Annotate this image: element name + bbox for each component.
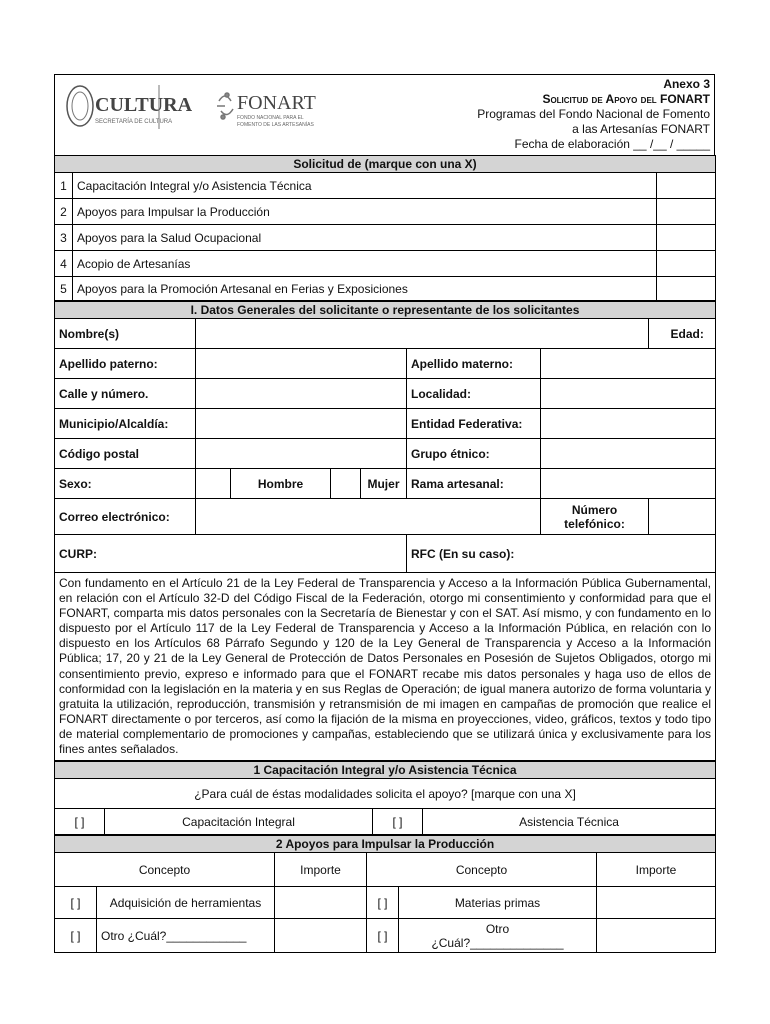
request-option-checkbox[interactable] [657,199,716,225]
section1-heading: 1 Capacitación Integral y/o Asistencia Técnica [55,762,716,779]
edad-label-text: Edad: [667,319,716,349]
request-option-label: Apoyos para la Salud Ocupacional [73,225,657,251]
form-header [54,74,715,155]
apellido-paterno-field[interactable] [196,349,407,379]
rama-artesanal-field[interactable] [541,469,716,499]
apellido-materno-field[interactable] [541,349,716,379]
entidad-field[interactable] [541,409,716,439]
section1-question: ¿Para cuál de éstas modalidades solicita el apoyo? [marque con una X] [55,779,716,809]
materias-primas-checkbox[interactable]: [ ] [367,887,399,919]
sexo-label: Sexo: [55,469,196,499]
request-option-label: Capacitación Integral y/o Asistencia Técnica [73,173,657,199]
municipio-field[interactable] [196,409,407,439]
program-line-2: a las Artesanías FONART [572,122,710,136]
herramientas-importe-field[interactable] [275,887,367,919]
edad-label [649,319,667,349]
consent-text: Con fundamento en el Artículo 21 de la Ley Federal de Transparencia y Acceso a la Información Pública Gubernamental, en relación con el Artículo 32-D del Código Fiscal de la Federación, otorgo mi consentimiento y conformidad para que el FONART, comparta mis datos personales con la Secretaría de Bienestar y con el SAT. Así mismo, y con fundamento en lo dispuesto por el Artículo 117 de la Ley Federal de Transparencia y Acceso a la Información Pública, en relación con lo dispuesto en los Artículos 68 Párrafo Segundo y 120 de la Ley General de Transparencia y Acceso a la Información Pública; 17, 20 y 21 de la Ley General de Protección de Datos Personales en Posesión de Sujetos Obligados, otorgo mi consentimiento previo, expreso e informado para que el FONART recabe mis datos personales y haga uso de ellos de conformidad con la legislación en la materia y en sus Reglas de Operación; de igual manera autorizo de forma voluntaria y gratuita la utilización, reproducción, transmisión y retransmisión de mi imagen en campañas de promoción que realice el FONART directamente o por terceros, así como la fijación de la misma en proyecciones, video, gráficos, textos y todo tipo de material complementario de promociones y campañas, estableciendo que se utilizará única y exclusivamente para los fines antes señalados. [55,573,716,761]
request-option-label: Acopio de Artesanías [73,251,657,277]
herramientas-checkbox[interactable]: [ ] [55,887,97,919]
nombre-label: Nombre(s) [55,319,196,349]
mujer-checkbox[interactable] [331,469,361,499]
rfc-field[interactable] [407,535,716,573]
header-info [477,77,710,152]
cultura-logo-sub: SECRETARÍA DE CULTURA [95,119,173,125]
rama-artesanal-label: Rama artesanal: [407,469,541,499]
cultura-logo [63,81,203,131]
materias-primas-importe-field[interactable] [597,887,716,919]
mujer-label: Mujer [361,469,407,499]
program-line-1: Programas del Fondo Nacional de Fomento [477,107,710,121]
codigo-postal-field[interactable] [196,439,407,469]
curp-field[interactable] [55,535,407,573]
asistencia-checkbox[interactable]: [ ] [373,809,423,835]
otro-2-checkbox[interactable]: [ ] [367,919,399,953]
otro-2-label: Otro ¿Cuál?______________ [399,919,597,953]
svg-text:FOMENTO DE LAS ARTESANÍAS: FOMENTO DE LAS ARTESANÍAS [237,122,314,128]
correo-label: Correo electrónico: [55,499,196,535]
form-title: Solicitud de Apoyo del FONART [542,92,710,106]
cultura-logo-text: CULTURA [95,94,193,116]
request-option-checkbox[interactable] [657,277,716,301]
svg-text:FONDO NACIONAL PARA EL: FONDO NACIONAL PARA EL [237,115,304,121]
municipio-label: Municipio/Alcaldía: [55,409,196,439]
grupo-etnico-label: Grupo étnico: [407,439,541,469]
asistencia-label: Asistencia Técnica [423,809,716,835]
calle-label: Calle y número. [55,379,196,409]
concepto-header: Concepto [367,853,597,887]
section1-table [54,761,716,835]
herramientas-label: Adquisición de herramientas [97,887,275,919]
hombre-checkbox[interactable] [196,469,231,499]
concepto-header: Concepto [55,853,275,887]
request-option-checkbox[interactable] [657,251,716,277]
request-option-label: Apoyos para Impulsar la Producción [73,199,657,225]
materias-primas-label: Materias primas [399,887,597,919]
otro-2-importe-field[interactable] [597,919,716,953]
request-option-label: Apoyos para la Promoción Artesanal en Ferias y Exposiciones [73,277,657,301]
localidad-field[interactable] [541,379,716,409]
otro-importe-field[interactable] [275,919,367,953]
capacitacion-checkbox[interactable]: [ ] [55,809,105,835]
section2-table [54,835,716,953]
date-field[interactable]: Fecha de elaboración __ /__ / _____ [514,137,710,151]
request-option-checkbox[interactable] [657,225,716,251]
section2-heading: 2 Apoyos para Impulsar la Producción [55,836,716,853]
entidad-label: Entidad Federativa: [407,409,541,439]
grupo-etnico-field[interactable] [541,439,716,469]
importe-header: Importe [275,853,367,887]
otro-label: Otro ¿Cuál?____________ [97,919,275,953]
nombre-field[interactable] [196,319,649,349]
fonart-logo-text: FONART [237,92,316,114]
form-document [54,74,715,953]
otro-checkbox[interactable]: [ ] [55,919,97,953]
apellido-paterno-label: Apellido paterno: [55,349,196,379]
fonart-logo [215,81,375,131]
request-heading: Solicitud de (marque con una X) [55,156,716,173]
request-option-checkbox[interactable] [657,173,716,199]
general-data-table [54,301,716,761]
codigo-postal-label: Código postal [55,439,196,469]
correo-field[interactable] [196,499,541,535]
calle-field[interactable] [196,379,407,409]
hombre-label: Hombre [231,469,331,499]
apellido-materno-label: Apellido materno: [407,349,541,379]
curp-label: CURP: [59,546,97,561]
capacitacion-label: Capacitación Integral [105,809,373,835]
rfc-label: RFC (En su caso): [411,546,515,561]
annex-label: Anexo 3 [663,77,710,91]
localidad-label: Localidad: [407,379,541,409]
general-heading: I. Datos Generales del solicitante o representante de los solicitantes [55,302,716,319]
telefono-label: Número telefónico: [541,499,649,535]
telefono-field[interactable] [649,499,716,535]
importe-header: Importe [597,853,716,887]
request-table: Solicitud de (marque con una X) 1 Capacitación Integral y/o Asistencia Técnica 2 Apoyos para Impulsar la Producción 3 Apoyos para la Salud Ocupacional 4 Acopio de Artesanías 5 Apoyos para la Promoción Artesanal en Ferias y Exposiciones [54,155,716,301]
